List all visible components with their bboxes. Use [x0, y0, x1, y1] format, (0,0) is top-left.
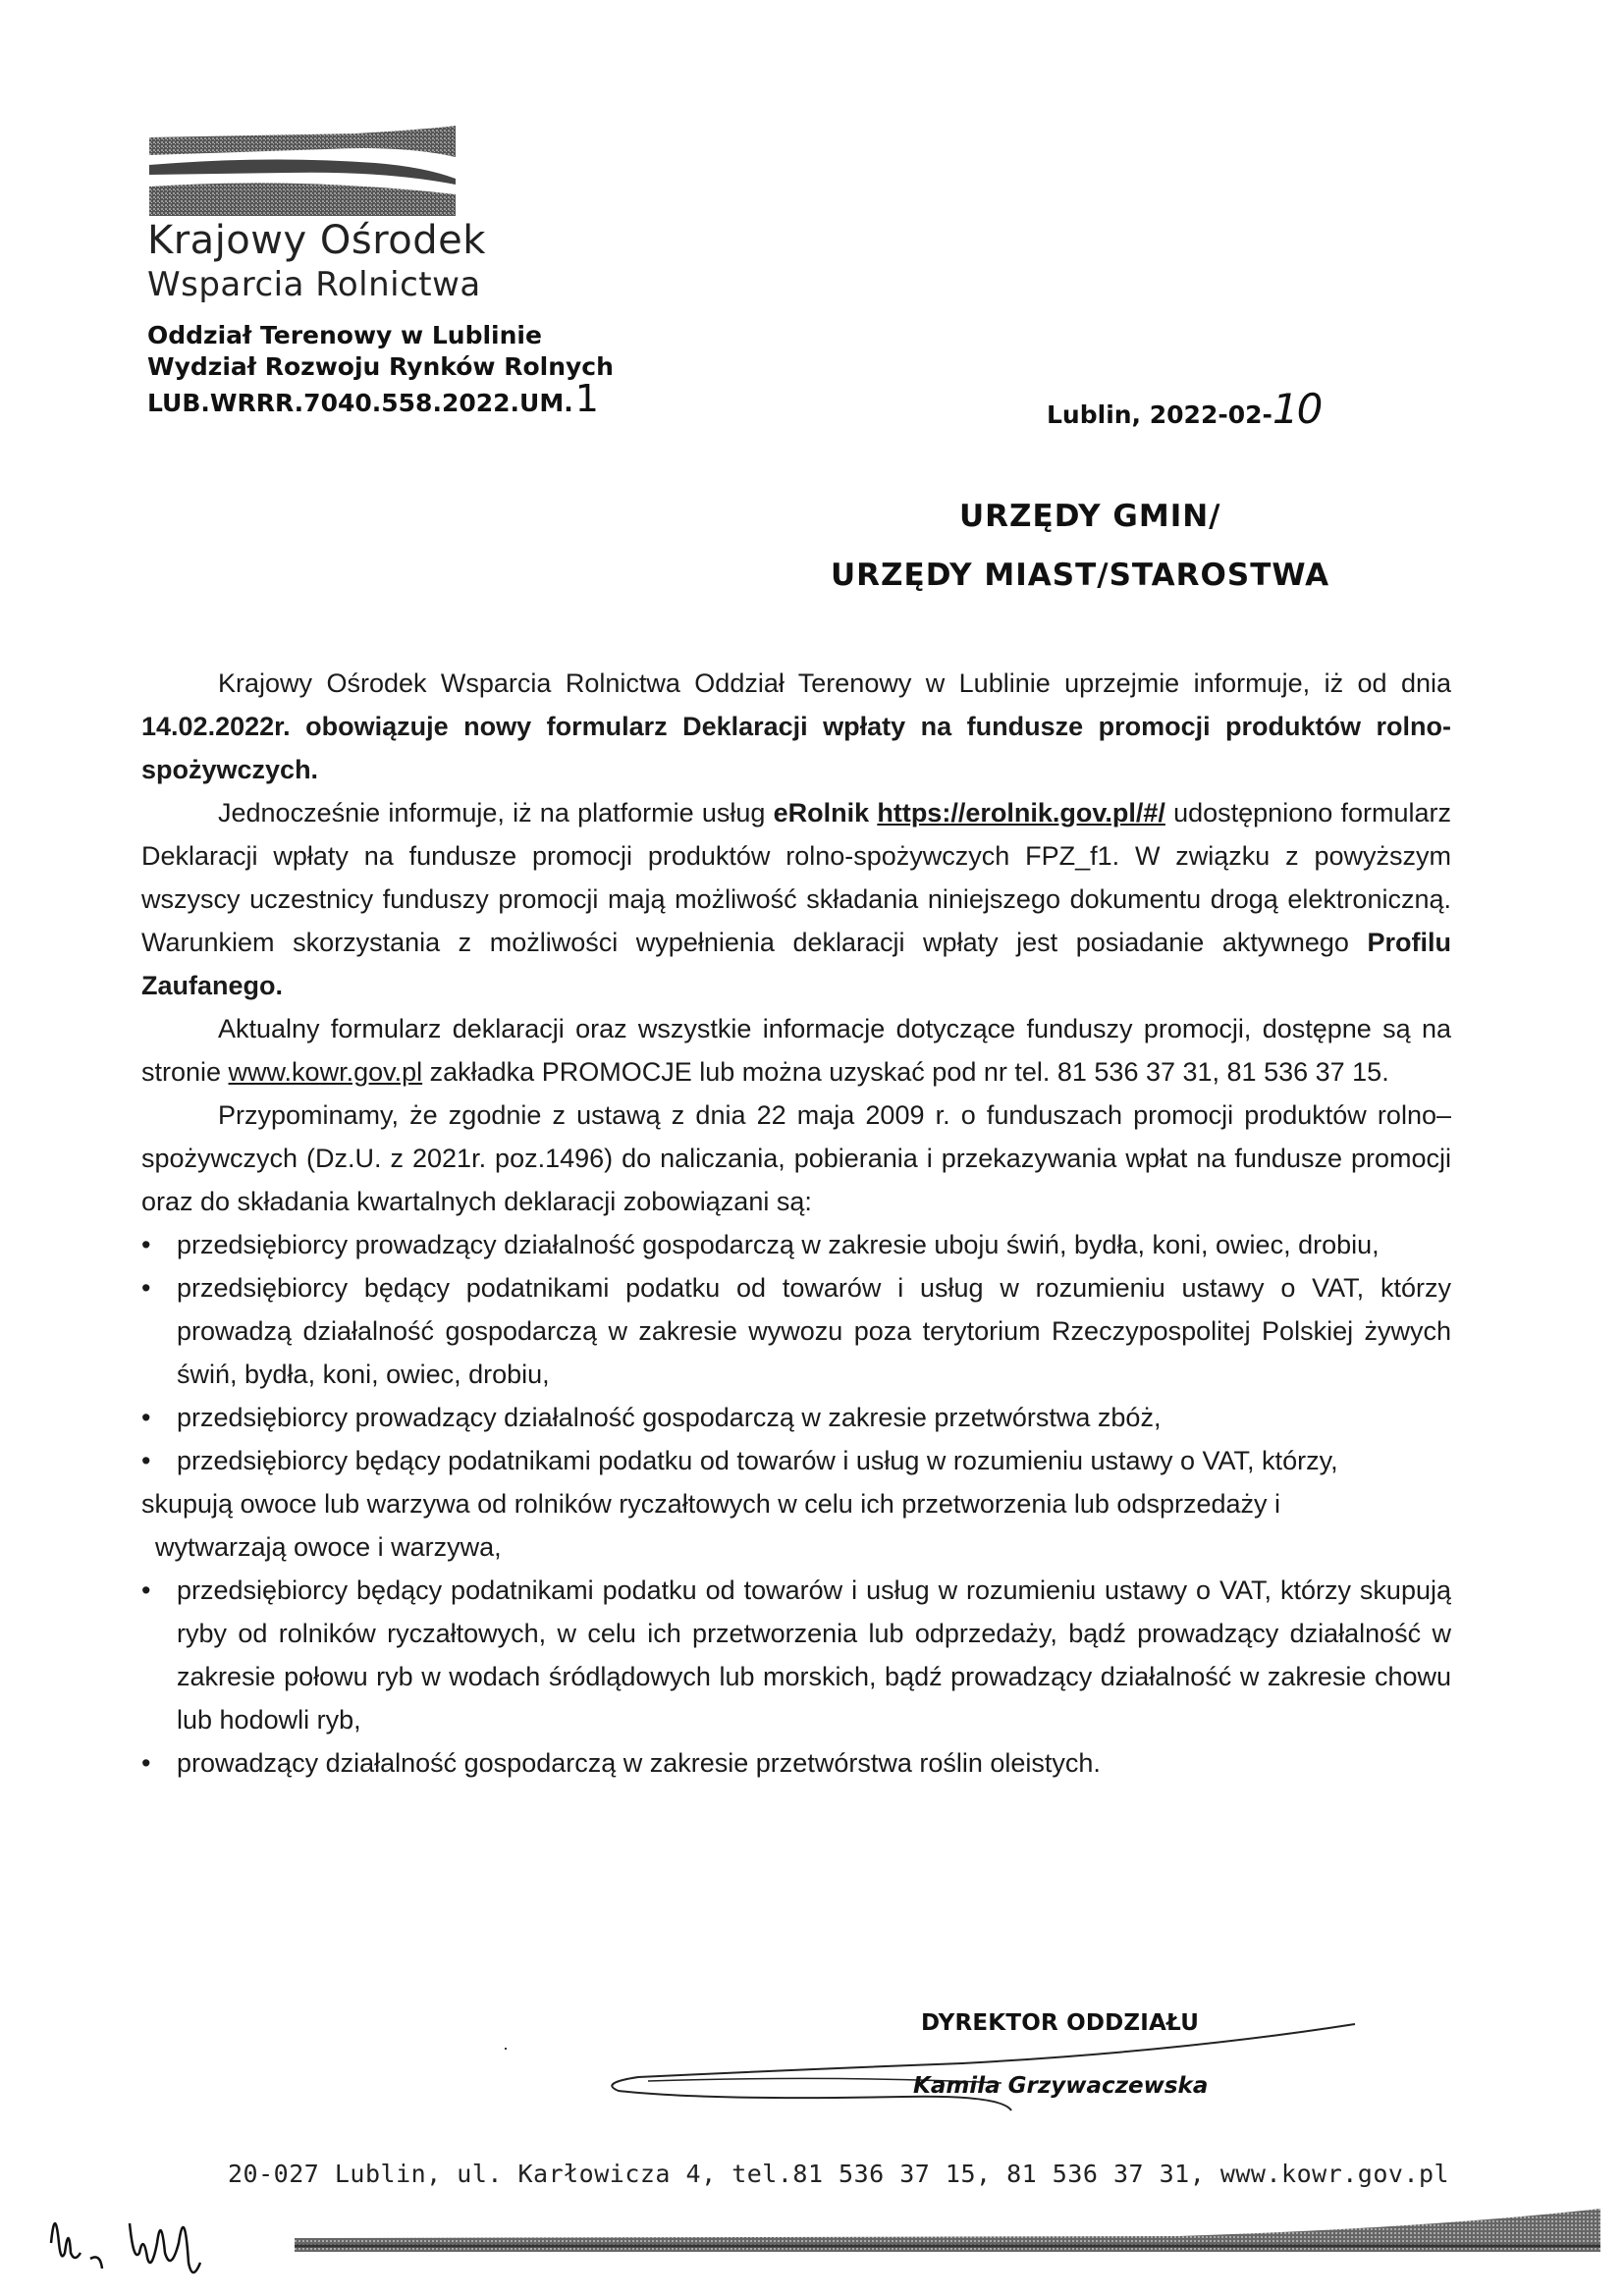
- reference-number: [147, 377, 599, 420]
- department-line1: Oddział Terenowy w Lublinie: [147, 321, 542, 349]
- reference-number-text: LUB.WRRR.7040.558.2022.UM.: [147, 389, 573, 417]
- paragraph-4: Przypominamy, że zgodnie z ustawą z dnia 22 maja 2009 r. o funduszach promocji produktów rolno–spożywczych (Dz.U. z 2021r. poz.1496) do naliczania, pobierania i przekazywania wpłat na fundusze promocji oraz do składania kwartalnych deklaracji zobowiązani są:: [141, 1100, 1451, 1216]
- signatory-title: DYREKTOR ODDZIAŁU: [921, 2010, 1200, 2036]
- paragraph-2: [141, 791, 1451, 1007]
- paragraph-3: [141, 1007, 1451, 1094]
- addressee-line1: URZĘDY GMIN/: [959, 499, 1221, 534]
- department-line2: Wydział Rozwoju Rynków Rolnych: [147, 352, 614, 381]
- footer-decorative-bar-icon: [295, 2189, 1600, 2252]
- obligated-entities-list: [141, 1223, 1451, 1482]
- footer-address: 20-027 Lublin, ul. Karłowicza 4, tel.81 536 37 15, 81 536 37 31, www.kowr.gov.pl: [228, 2160, 1450, 2188]
- list-item: • przedsiębiorcy będący podatnikami podatku od towarów i usług w rozumieniu ustawy o VAT, którzy,: [141, 1439, 1451, 1482]
- signatory-name: Kamila Grzywaczewska: [913, 2073, 1209, 2099]
- paragraph-3-text: zakładka PROMOCJE lub można uzyskać pod nr tel. 81 536 37 31, 81 536 37 15.: [422, 1057, 1389, 1087]
- paragraph-2-intro: Jednocześnie informuje, iż na platformie usług: [218, 798, 774, 828]
- list-item-continuation: skupują owoce lub warzywa od rolników ryczałtowych w celu ich przetworzenia lub odsprzedaży i: [141, 1489, 1281, 1519]
- date-prefix: Lublin, 2022-02-: [1047, 400, 1272, 429]
- list-item: • przedsiębiorcy będący podatnikami podatku od towarów i usług w rozumieniu ustawy o VAT, którzy prowadzą działalność gospodarczą w zakresie wywozu poza terytorium Rzeczypospolitej Polskiej żywych świń, bydła, koni, owiec, drobiu,: [141, 1266, 1451, 1396]
- stray-mark: ·: [503, 2038, 509, 2057]
- kowr-link[interactable]: www.kowr.gov.pl: [228, 1057, 423, 1087]
- paragraph-3-intro: Aktualny formularz deklaracji oraz wszystkie informacje dotyczące funduszy promocji, dostępne są na stronie: [141, 1014, 1451, 1087]
- list-item: • przedsiębiorcy będący podatnikami podatku od towarów i usług w rozumieniu ustawy o VAT, którzy skupują ryby od rolników ryczałtowych, w celu ich przetworzenia lub odprzedaży, bądź prowadzący działalność w zakresie połowu ryb w wodach śródlądowych lub morskich, bądź prowadzący działalność w zakresie chowu lub hodowli ryb,: [141, 1569, 1451, 1741]
- paragraph-1-intro: Krajowy Ośrodek Wsparcia Rolnictwa Oddział Terenowy w Lublinie uprzejmie informuje, iż od dnia: [218, 668, 1451, 698]
- list-item: • przedsiębiorcy prowadzący działalność gospodarczą w zakresie uboju świń, bydła, koni, owiec, drobiu,: [141, 1223, 1451, 1266]
- addressee-line2: URZĘDY MIAST/STAROSTWA: [831, 558, 1330, 593]
- paragraph-2-text: udostępniono formularz Deklaracji wpłaty na fundusze promocji produktów rolno-spożywczych FPZ_f1. W związku z powyższym wszyscy uczestnicy funduszy promocji mają możliwość składania niniejszego dokumentu drogą elektroniczną. Warunkiem skorzystania z możliwości wypełnienia deklaracji wpłaty jest posiadanie aktywnego: [141, 798, 1451, 957]
- date-day-handwritten: 10: [1272, 385, 1322, 433]
- obligated-entities-list-cont: [141, 1569, 1451, 1785]
- handwritten-initials-icon: [41, 2184, 208, 2292]
- reference-suffix-handwritten: 1: [574, 377, 599, 420]
- org-name-line1: Krajowy Ośrodek: [147, 218, 486, 263]
- erolnik-link[interactable]: https://erolnik.gov.pl/#/: [877, 798, 1165, 828]
- document-date: [1047, 385, 1321, 433]
- paragraph-1-bold: 14.02.2022r. obowiązuje nowy formularz Deklaracji wpłaty na fundusze promocji produktów rolno-spożywczych.: [141, 712, 1451, 784]
- list-item: • prowadzący działalność gospodarczą w zakresie przetwórstwa roślin oleistych.: [141, 1741, 1451, 1785]
- letter-body: [141, 662, 1451, 1785]
- org-name-line2: Wsparcia Rolnictwa: [147, 265, 481, 304]
- erolnik-name: eRolnik: [773, 798, 870, 828]
- kowr-logo-icon: [149, 126, 456, 216]
- paragraph-1: [141, 662, 1451, 791]
- list-item-continuation: wytwarzają owoce i warzywa,: [155, 1532, 502, 1562]
- list-item: • przedsiębiorcy prowadzący działalność gospodarczą w zakresie przetwórstwa zbóż,: [141, 1396, 1451, 1439]
- trusted-profile: Profilu Zaufanego.: [141, 928, 1451, 1000]
